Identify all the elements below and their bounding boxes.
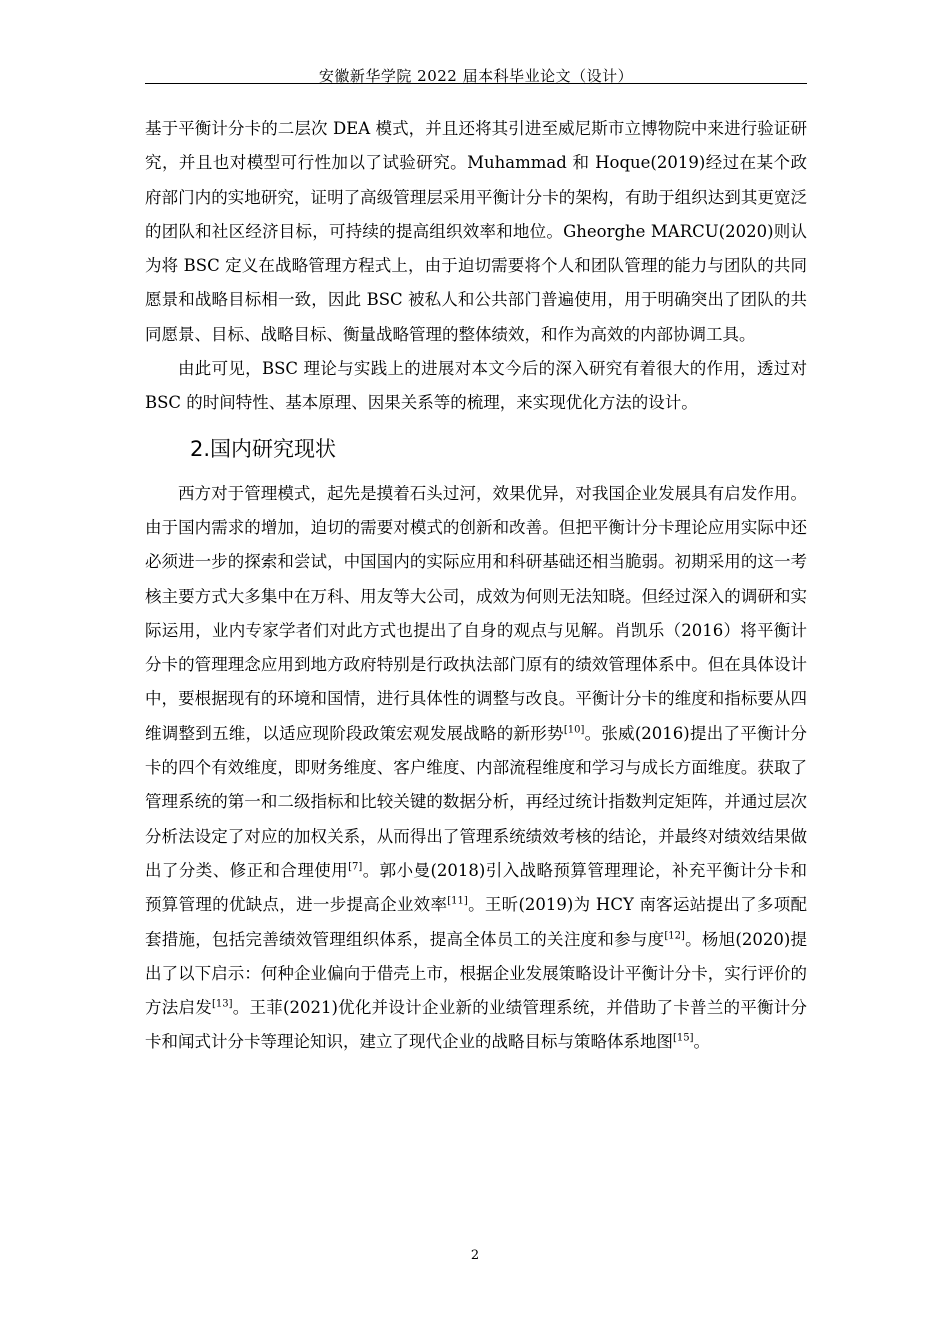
paragraph-summary: 由此可见，BSC 理论与实践上的进展对本文今后的深入研究有着很大的作用，透过对 BSC 的时间特性、基本原理、因果关系等的梳理，来实现优化方法的设计。 (145, 359, 807, 413)
document-body (145, 112, 807, 1060)
text-segment: 。郭小曼(2018)引入战略预算管理理论，补充平衡计分卡和预算管理的优缺点，进一步提高企业效率 (145, 860, 807, 915)
text-segment: 。张威(2016)提出了平衡计分卡的四个有效维度，即财务维度、客户维度、内部流程维度和学习与成长方面维度。获取了管理系统的第一和二级指标和比较关键的数据分析，再经过统计指数判定矩阵，并通过层次分析法设定了对应的加权关系，从而得出了管理系统绩效考核的结论，并最终对绩效结果做出了分类、修正和合理使用 (145, 723, 808, 880)
text-segment: 。杨旭(2020)提出了以下启示：何种企业偏向于借壳上市，根据企业发展策略设计平衡计分卡，实行评价的方法启发 (145, 929, 808, 1018)
citation-ref: [13] (212, 998, 233, 1010)
text-segment: 。 (693, 1032, 711, 1052)
header-divider (145, 83, 807, 84)
paragraph-continued: 基于平衡计分卡的二层次 DEA 模式，并且还将其引进至威尼斯市立博物院中来进行验证研究，并且也对模型可行性加以了试验研究。Muhammad 和 Hoque(2019)经过在某个政府部门内的实地研究，证明了高级管理层采用平衡计分卡的架构，有助于组织达到其更宽泛的团队和社区经济目标，可持续的提高组织效率和地位。Gheorghe MARCU(2020)则认为将 BSC 定义在战略管理方程式上，由于迫切需要将个人和团队管理的能力与团队的共同愿景和战略目标相一致，因此 BSC 被私人和公共部门普遍使用，用于明确突出了团队的共同愿景、目标、战略目标、衡量战略管理的整体绩效，和作为高效的内部协调工具。 (145, 119, 807, 344)
citation-ref: [7] (348, 861, 363, 873)
page-number: 2 (470, 1248, 480, 1263)
text-segment: 西方对于管理模式，起先是摸着石头过河，效果优异，对我国企业发展具有启发作用。由于国内需求的增加，迫切的需要对模式的创新和改善。但把平衡计分卡理论应用实际中还必须进一步的探索和尝试，中国国内的实际应用和科研基础还相当脆弱。初期采用的这一考核主要方式大多集中在万科、用友等大公司，成效为何则无法知晓。但经过深入的调研和实际运用，业内专家学者们对此方式也提出了自身的观点与见解。肖凯乐（2016）将平衡计分卡的管理理念应用到地方政府特别是行政执法部门原有的绩效管理体系中。但在具体设计中，要根据现有的环境和国情，进行具体性的调整与改良。平衡计分卡的维度和指标要从四维调整到五维，以适应现阶段政策宏观发展战略的新形势 (145, 483, 807, 743)
citation-ref: [15] (673, 1032, 694, 1044)
paragraph-domestic-research (145, 477, 807, 1060)
citation-ref: [11] (447, 895, 468, 907)
page-header-title: 安徽新华学院 2022 届本科毕业论文（设计） (318, 67, 634, 85)
citation-ref: [12] (664, 930, 685, 942)
text-segment: 。王昕(2019)为 HCY 南客运站提出了多项配套措施，包括完善绩效管理组织体系，提高全体员工的关注度和参与度 (145, 895, 807, 949)
section-heading: 2.国内研究现状 (190, 436, 337, 461)
citation-ref: [10] (563, 724, 585, 736)
text-segment: 。王菲(2021)优化并设计企业新的业绩管理系统，并借助了卡普兰的平衡计分卡和闻式计分卡等理论知识，建立了现代企业的战略目标与策略体系地图 (145, 998, 807, 1052)
